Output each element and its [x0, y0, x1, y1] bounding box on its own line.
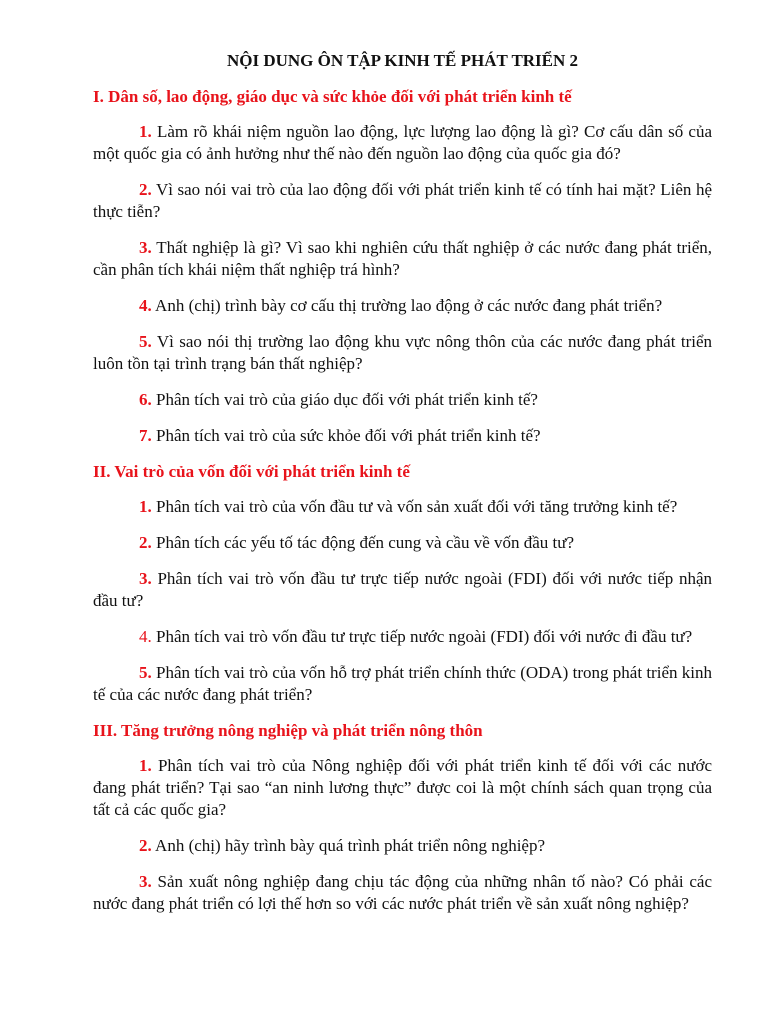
question-item [93, 496, 712, 518]
question-item [93, 532, 712, 554]
question-text: Anh (chị) hãy trình bày quá trình phát triển nông nghiệp? [151, 836, 546, 855]
question-item [93, 121, 712, 165]
document-title: NỘI DUNG ÔN TẬP KINH TẾ PHÁT TRIỂN 2 [226, 51, 579, 70]
question-text: Thất nghiệp là gì? Vì sao khi nghiên cứu thất nghiệp ở các nước đang phát triển, cần phân tích khái niệm thất nghiệp trá hình? [93, 238, 712, 279]
question-item [93, 871, 712, 915]
question-item [93, 295, 712, 317]
question-number: 3. [139, 569, 152, 588]
question-item [93, 755, 712, 821]
question-number: 3. [139, 872, 152, 891]
question-number: 4. [139, 296, 152, 315]
question-text: Phân tích vai trò vốn đầu tư trực tiếp nước ngoài (FDI) đối với nước tiếp nhận đầu tư? [93, 569, 712, 610]
question-item [93, 568, 712, 612]
section-heading: II. Vai trò của vốn đối với phát triển kinh tế [93, 462, 410, 481]
question-number: 2. [139, 836, 152, 855]
question-number: 2. [139, 533, 152, 552]
question-number: 3. [139, 238, 152, 257]
question-text: Phân tích vai trò của vốn đầu tư và vốn sản xuất đối với tăng trưởng kinh tế? [151, 497, 678, 516]
question-item [93, 835, 712, 857]
question-number: 1. [139, 756, 152, 775]
question-number: 1. [139, 122, 152, 141]
question-text: Anh (chị) trình bày cơ cấu thị trường lao động ở các nước đang phát triển? [151, 296, 663, 315]
question-item [93, 626, 712, 648]
section-3 [93, 720, 712, 915]
question-number: 4. [139, 627, 152, 646]
section-heading: I. Dân số, lao động, giáo dục và sức khỏe đối với phát triển kinh tế [93, 87, 572, 106]
question-item [93, 389, 712, 411]
question-number: 6. [139, 390, 152, 409]
question-item [93, 662, 712, 706]
question-item [93, 331, 712, 375]
section-heading: III. Tăng trưởng nông nghiệp và phát triển nông thôn [93, 721, 483, 740]
question-text: Phân tích vai trò của giáo dục đối với phát triển kinh tế? [151, 390, 538, 409]
question-text: Vì sao nói thị trường lao động khu vực nông thôn của các nước đang phát triển luôn tồn tại trình trạng bán thất nghiệp? [93, 332, 712, 373]
question-number: 5. [139, 332, 152, 351]
question-text: Làm rõ khái niệm nguồn lao động, lực lượng lao động là gì? Cơ cấu dân số của một quốc gia có ảnh hưởng như thế nào đến nguồn lao động của quốc gia đó? [93, 122, 712, 163]
section-2 [93, 461, 712, 706]
question-number: 7. [139, 426, 152, 445]
question-text: Phân tích vai trò vốn đầu tư trực tiếp nước ngoài (FDI) đối với nước đi đầu tư? [151, 627, 693, 646]
question-number: 2. [139, 180, 152, 199]
question-number: 5. [139, 663, 152, 682]
question-text: Phân tích vai trò của Nông nghiệp đối với phát triển kinh tế đối với các nước đang phát triển? Tại sao “an ninh lương thực” được coi là một chính sách quan trọng của tất cả các quốc gia? [93, 756, 712, 819]
question-item [93, 237, 712, 281]
question-item [93, 425, 712, 447]
question-item [93, 179, 712, 223]
question-text: Phân tích các yếu tố tác động đến cung và cầu về vốn đầu tư? [151, 533, 575, 552]
question-text: Phân tích vai trò của vốn hỗ trợ phát triển chính thức (ODA) trong phát triển kinh tế của các nước đang phát triển? [93, 663, 712, 704]
question-text: Vì sao nói vai trò của lao động đối với phát triển kinh tế có tính hai mặt? Liên hệ thực tiễn? [93, 180, 712, 221]
question-text: Phân tích vai trò của sức khỏe đối với phát triển kinh tế? [151, 426, 541, 445]
question-number: 1. [139, 497, 152, 516]
question-text: Sản xuất nông nghiệp đang chịu tác động của những nhân tố nào? Có phải các nước đang phát triển có lợi thế hơn so với các nước phát triển về sản xuất nông nghiệp? [93, 872, 712, 913]
section-1 [93, 86, 712, 447]
